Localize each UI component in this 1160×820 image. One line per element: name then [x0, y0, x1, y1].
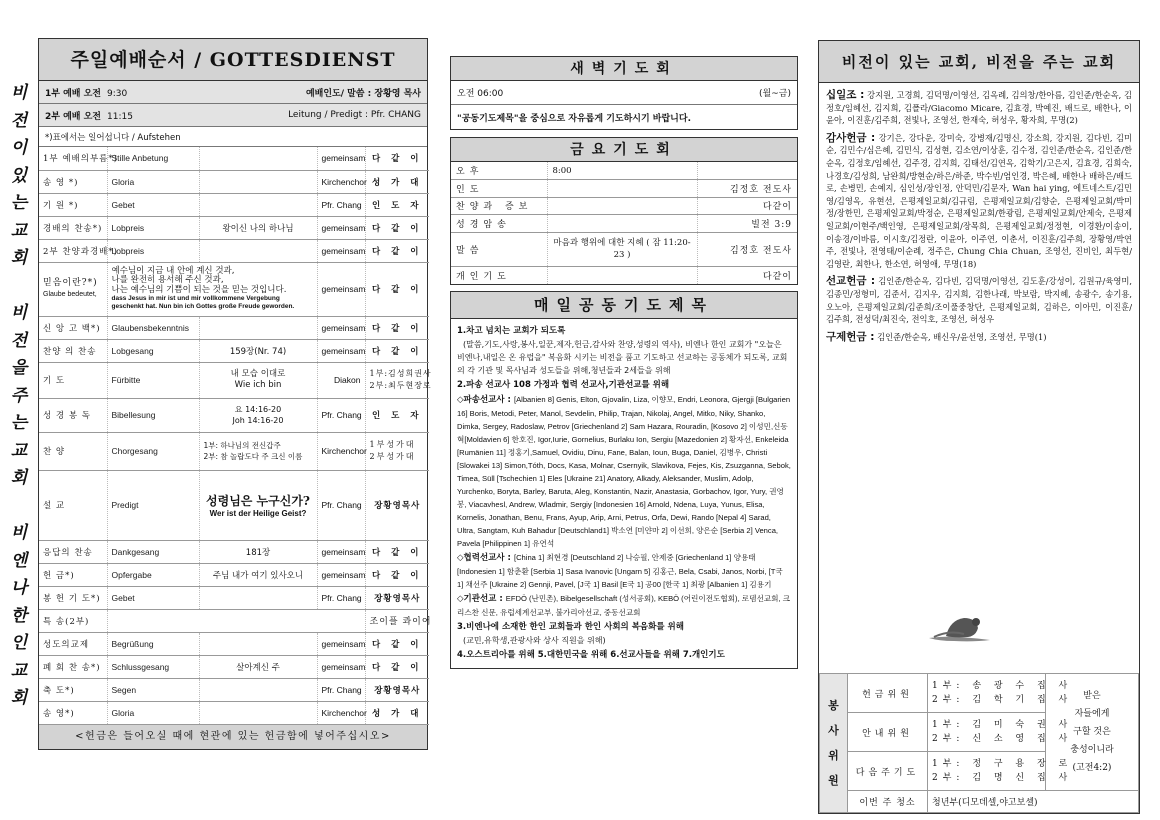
- prayer-hymn-line-1: 내 모습 이대로: [230, 369, 286, 379]
- prayer-topic: [457, 378, 791, 392]
- item-leader-de: gemeinsam: [317, 239, 365, 262]
- motto-char: 전: [10, 110, 28, 131]
- item-leader-de: Pfr. Chang: [317, 193, 365, 216]
- bible-verse-line: 받은: [1083, 691, 1101, 701]
- order-table: [39, 147, 432, 725]
- prayer-topic-heading: 2.파송 선교사 108 가정과 협력 선교사,기관선교를 위해: [457, 379, 670, 390]
- item-german: Bibellesung: [107, 398, 199, 432]
- committee-label: 안내위원: [848, 713, 928, 752]
- sermon-title-german: Wer ist der Heilige Geist?: [209, 509, 307, 518]
- prayer-topic: [457, 648, 791, 662]
- friday-title: 금요기도회: [451, 138, 797, 162]
- prayer-topic-heading: ◇기관선교 :: [457, 593, 503, 604]
- motto-char: 전: [10, 330, 28, 351]
- item-korean: 설 교: [39, 470, 107, 540]
- motto-char: 비: [10, 303, 28, 323]
- creed-label: [39, 262, 107, 316]
- service-time: 11:15: [107, 111, 133, 122]
- committee-label: 다음주기도: [848, 752, 928, 791]
- item-korean: 축 도*): [39, 678, 107, 701]
- prayer-people-line-1: 1부:김성희권사: [369, 369, 432, 378]
- friday-item: 말씀: [451, 232, 547, 266]
- creed-german: Glaube bedeutet,: [43, 291, 97, 298]
- service-time: 9:30: [107, 88, 128, 99]
- bible-reference: [199, 398, 317, 432]
- motto-char: 주: [10, 385, 28, 406]
- offering-category-label: 십일조 :: [826, 89, 865, 101]
- committee-members: [928, 713, 1073, 752]
- item-german: Lobgesang: [107, 339, 199, 362]
- committee-member-1: 1부: 김 미 숙 권 사: [932, 720, 1073, 730]
- offering-category-label: 감사헌금 :: [826, 131, 876, 144]
- prayer-row: [39, 362, 429, 398]
- kneeling-figure-icon: [924, 606, 994, 644]
- choir-songs-line-2: 2부: 참 놀랍도다 주 크신 이름: [203, 452, 303, 461]
- item-german: Gebet: [107, 193, 199, 216]
- item-leader-de: Kirchenchor: [317, 701, 365, 724]
- item-responsible: 다 같 이: [365, 216, 429, 239]
- item-korean: 2부 찬양과경배*): [39, 239, 107, 262]
- prayer-topic: [457, 324, 791, 377]
- item-detail: [199, 193, 317, 216]
- item-leader-de: Pfr. Chang: [317, 470, 365, 540]
- friday-leader: 빌전 3:9: [697, 215, 797, 233]
- item-responsible: 조이플 콰이어: [365, 609, 429, 632]
- bible-reference-line-2: Joh 14:16-20: [232, 416, 284, 425]
- item-leader-de: gemeinsam: [317, 216, 365, 239]
- committee-role-char: 위: [828, 748, 839, 762]
- motto-char: 회: [10, 468, 28, 488]
- item-detail: [199, 701, 317, 724]
- item-responsible: 다 같 이: [365, 563, 429, 586]
- friday-detail: [547, 180, 697, 198]
- offering-names: 강지원, 고경희, 김덕명/이영선, 김옥례, 김의창/한아름, 김인준/한순옥, 김정호/임혜선, 김지희, 김폴라/Giacomo Micare, 김효경, 박예진, 배드로, 배한나, 이윤아, 이진훈/김주희, 전빛나, 조영선, 한재숙, 허성우, 황자희, 무명(2): [826, 90, 1133, 126]
- item-german: Begrüßung: [107, 632, 199, 655]
- item-responsible: 장황영목사: [365, 470, 429, 540]
- friday-row: [451, 266, 797, 284]
- order-row: [39, 655, 429, 678]
- bible-verse-line: 구할 것은: [1073, 727, 1111, 737]
- item-leader-de: Pfr. Chang: [317, 678, 365, 701]
- item-detail: 159장(Nr. 74): [199, 339, 317, 362]
- item-detail: [199, 170, 317, 193]
- prayer-topic-text: EFDÖ (난민촌), Bibelgesellschaft (성서공회), KEBÖ (어린이전도협회), 로뎀선교회, 크리스찬 신문, 유럽세계선교부, 불가리아선교, 중동선교회: [457, 593, 791, 617]
- friday-row: [451, 232, 797, 266]
- motto-char: 는: [10, 193, 28, 213]
- item-korean: 봉 헌 기 도*): [39, 586, 107, 609]
- committee-members: [928, 752, 1073, 791]
- friday-leader: 다같이: [697, 197, 797, 215]
- offering-list: [819, 83, 1139, 354]
- friday-row: [451, 180, 797, 198]
- offering-category: [826, 331, 1132, 344]
- special-song-row: [39, 609, 429, 632]
- item-leader-de: gemeinsam: [317, 540, 365, 563]
- item-leader-de: gemeinsam: [317, 339, 365, 362]
- order-row: [39, 632, 429, 655]
- motto-char: 비: [10, 523, 28, 543]
- motto-char: 을: [10, 358, 28, 378]
- page-title: 주일예배순서 / GOTTESDIENST: [39, 39, 427, 81]
- prayer-topic-text: [Albanien 8] Genis, Elton, Gjovalin, Liza, 이향모, Endri, Leonora, Gjergji [Bulgarien 16] Boris, Metodi, Peter, Manol, Sevdelin, Philip, Trajan, Nikolaj, Angel, Mitko, Niky, Shanko, Dimka, Sergey, Radoslaw, Petrov [Griechenland 2] Sam Hazara, Rouradin, [Kosovo 2] 이성민,신동혁[Moldavien 6] 한호진, Igor,Iurie, Gornelius, Burlaku Ion, Sergiu [Mazedonien 2] 황자선, Enkeleida [Rumänien 11] 정홍기,Samuel, Ovidiu, Dinu, Fane, Balan, Ioun, Buga, Daniel, 김병우, Christi [Slowakei 13] Simon,Tóth, Docs, Kasa, Molnar, Csernyik, Slavikova, Fejes, Kis, Zsuzganna, Sebok, Timea, Süll [Tschechien 1] Eles [Ukraine 21] Anatory, Alkady, Aleksander, Muslim, Adolp, Yurchenko, Boryta, Barley, Baruta, Aleg, Konstantin, Nazir, Anastasia, Gorbachov, Igor, Yury, 권영봉, Viacavhesl, Andrew, Wladmir, Sergiy [Indonesien 16] Arnold, Ndena, Luya, Yunus, Elisa, Kornelis, Jonathan, Benu, Frans, Ayup, Arip, Arni, Petrus, Orfa, Dewi, Rando [Nepal 4] Sarad, Ultra, Sangtam, Kuh Bahadur [Deutschland1] 박소연 [미얀마 2] 이선희, 양은순 [Serbia 2] Venca, Pavela [Philippinen 1] 유연석: [457, 394, 791, 548]
- motto-char: 교: [10, 440, 28, 461]
- motto-char: 교: [10, 220, 28, 241]
- item-german: Segen: [107, 678, 199, 701]
- offering-names: 김인준/한순옥, 김다빈, 김덕명/이영선, 김도훈/강성이, 김원규/육영미, 김종민/정형미, 김준서, 김지우, 김지희, 김한나래, 박보람, 박지혜, 송광수, 송기용, 오노아, 은평제일교회/김준희/조이풀중창단, 은평제일교회, 김하은, 이아민, 이진훈/김주희, 전성덕/최진숙, 전익호, 조영선, 허성우: [826, 276, 1132, 325]
- prayer-hymn-line-2: Wie ich bin: [234, 380, 282, 390]
- order-row: [39, 316, 429, 339]
- prayer-topic-text: [China 1] 최현경 [Deutschland 2] 나승필, 안제중 [Griechenland 1] 양용태 [Indonesien 1] 함춘환 [Serbia 1] Sasa Ivanovic [Ungarn 5] 김홍근, Bela, Csabi, Janos, Norbi, [T국 1] 채선주 [Ukraine 2] Gennji, Pavel, [J국 1] Basil [E국 1] 공00 [한국 1] 최광 [Albanien 1] 김용기: [457, 552, 783, 589]
- service-leader: 예배인도/ 말씀 : 장황영 목사: [305, 88, 421, 99]
- dawn-prayer: [450, 56, 798, 130]
- cleaning-row: [820, 791, 1139, 813]
- item-leader-de: Pfr. Chang: [317, 586, 365, 609]
- choir-row: [39, 432, 429, 470]
- creed-german-text: dass Jesus in mir ist und mir vollkommene Vergebung geschenkt hat. Nun bin ich Gottes große Freude geworden.: [111, 295, 295, 311]
- item-leader-de: gemeinsam: [317, 563, 365, 586]
- offering-category-label: 선교헌금 :: [826, 275, 876, 288]
- friday-detail: [547, 197, 697, 215]
- item-responsible: 다 같 이: [365, 540, 429, 563]
- order-row: [39, 563, 429, 586]
- order-row: [39, 147, 429, 170]
- sermon-title-korean: 성령님은 누구신가?: [206, 494, 310, 508]
- item-detail: [199, 632, 317, 655]
- offering-note: <헌금은 들어오실 때에 현관에 있는 헌금함에 넣어주십시오>: [39, 725, 427, 749]
- service-label: 1부 예배 오전: [45, 88, 101, 99]
- committee-member-2: 2부: 김 학 기 집 사: [932, 695, 1073, 705]
- order-row: [39, 701, 429, 724]
- sermon-title: [199, 470, 317, 540]
- cleaning-team: 청년부(디모데셀,야고보셀): [928, 791, 1139, 813]
- prayer-topic-text: (교민,유학생,관광사와 상사 직원을 위해): [463, 635, 606, 645]
- motto-char: 는: [10, 413, 28, 433]
- item-german: Glaubensbekenntnis: [107, 316, 199, 339]
- prayer-topic: [457, 393, 791, 550]
- item-leader-de: gemeinsam: [317, 147, 365, 170]
- friday-table: [451, 162, 797, 284]
- item-korean: 찬양 의 찬송: [39, 339, 107, 362]
- motto-char: [4, 493, 34, 521]
- item-detail: [199, 586, 317, 609]
- service-leader: Leitung / Predigt : Pfr. CHANG: [288, 110, 421, 120]
- dawn-note: "공동기도제목"을 중심으로 자유롭게 기도하시기 바랍니다.: [457, 113, 691, 124]
- committee-role-char: 사: [828, 723, 839, 737]
- creed-row: [39, 262, 429, 316]
- item-responsible: 다 같 이: [365, 239, 429, 262]
- item-german: Stille Anbetung: [107, 147, 199, 170]
- committee-member-1: 1부: 송 광 수 집 사: [932, 681, 1073, 691]
- bible-reference-line-1: 요 14:16-20: [234, 405, 282, 414]
- committee-member-2: 2부: 신 소 영 집 사: [932, 734, 1073, 744]
- item-korean: 송 영*): [39, 701, 107, 724]
- daily-title: 매일공동기도제목: [451, 292, 797, 319]
- item-korean: 기 도: [39, 362, 107, 398]
- item-leader-de: gemeinsam: [317, 632, 365, 655]
- order-row: [39, 678, 429, 701]
- friday-item: 오후: [451, 162, 547, 180]
- daily-prayer-list: [451, 319, 797, 668]
- item-detail: [199, 678, 317, 701]
- offerings-title: 비전이 있는 교회, 비전을 주는 교회: [819, 41, 1139, 83]
- committee-label: 헌금위원: [848, 674, 928, 713]
- item-leader-de: Pfr. Chang: [317, 398, 365, 432]
- prayer-topic-heading: ◇파송선교사 :: [457, 394, 511, 405]
- item-german: Schlussgesang: [107, 655, 199, 678]
- committee-role-char: 봉: [828, 698, 839, 712]
- order-row: [39, 586, 429, 609]
- offering-names: 강기은, 강다운, 강미숙, 강병재/김명신, 강소희, 강지원, 김다빈, 김미순, 김민수/심은혜, 김민식, 김성현, 김소연/이상훈, 김수정, 김인준/한순옥, 김인준/한순옥, 김정호/임혜선, 김주경, 김지희, 김태선/김연옥, 김학기/고은지, 김효경, 김희숙, 나경호/김성희, 남완희/방현순/하은/하준, 박수빈/엄인경, 박은혜, 배한나 배하은/배드로, 손병민, 손예지, 심인성/장인정, 안덕민/김문자, Wan hai ying, 에트네스트/김민영/김영옥, 유현선, 은평제일교회/김규림, 은평제일교회/김향순, 은평제일교회/박미정/장한민, 은평제일교회/박정순, 은평제일교회/한광림, 은평제일교회/안제숙, 은평제일교회/이현주/백인영, 은평제일교회/장목희, 은평제일교회/정정현, 이경환/이송이, 이송경/이바름, 이시호/김정란, 이윤아, 이주연, 이춘서, 이진훈/김주희, 장황영/박연주, 전빛나, 전영태/이순례, 정주은, Chung Chia Chuan, 조영선, 진비인, 최두현/김영란, 최한나, 한소연, 허영애, 무명(18): [826, 132, 1132, 269]
- item-responsible: 장황영목사: [365, 678, 429, 701]
- item-detail: 주님 내가 여기 있사오니: [199, 563, 317, 586]
- order-row: [39, 216, 429, 239]
- creed-line: 나를 완전히 용서해 주신 것과,: [111, 275, 224, 286]
- item-leader-de: Kirchenchor: [317, 432, 365, 470]
- friday-leader: 김정호 전도사: [697, 180, 797, 198]
- choir-songs-line-1: 1부: 하나님의 전신갑주: [203, 441, 281, 450]
- item-leader-de: Diakon: [317, 362, 365, 398]
- committee-role: [820, 674, 848, 813]
- service-committee: [819, 673, 1139, 813]
- prayer-people-line-2: 2부:최두현장로: [369, 381, 432, 390]
- friday-item: 인도: [451, 180, 547, 198]
- offerings-panel: [818, 40, 1140, 814]
- daily-prayer: [450, 291, 798, 669]
- creed-korean: 믿음이란?*): [43, 278, 98, 288]
- vertical-motto: [4, 80, 34, 713]
- choir-groups: [365, 432, 429, 470]
- friday-leader: [697, 162, 797, 180]
- item-responsible: 다 같 이: [365, 655, 429, 678]
- sermon-row: [39, 470, 429, 540]
- prayer-topic: [457, 592, 791, 619]
- prayer-hymn: [199, 362, 317, 398]
- bible-verse-line: 충성이니라: [1070, 745, 1114, 755]
- motto-char: 인: [10, 633, 28, 653]
- dawn-time: 오전 06:00: [457, 89, 504, 99]
- item-german: Lobpreis: [107, 216, 199, 239]
- prayer-topic: [457, 551, 791, 591]
- friday-detail: [547, 266, 697, 284]
- creed-text: [107, 262, 317, 316]
- item-korean: 헌 금*): [39, 563, 107, 586]
- item-responsible: 인 도 자: [365, 398, 429, 432]
- item-german: Dankgesang: [107, 540, 199, 563]
- item-leader-de: gemeinsam: [317, 655, 365, 678]
- friday-detail: 8:00: [547, 162, 697, 180]
- item-german: Chorgesang: [107, 432, 199, 470]
- item-leader-de: Kirchenchor: [317, 170, 365, 193]
- bible-row: [39, 398, 429, 432]
- motto-char: 회: [10, 688, 28, 708]
- item-german: Gloria: [107, 170, 199, 193]
- motto-char: 한: [10, 605, 28, 626]
- prayer-topic-heading: ◇협력선교사 :: [457, 552, 511, 563]
- motto-char: 나: [10, 578, 28, 598]
- friday-detail: 마음과 행위에 대한 지혜 ( 잠 11:20-23 ): [547, 232, 697, 266]
- choir-songs: [199, 432, 317, 470]
- item-korean: 성도의교제: [39, 632, 107, 655]
- friday-item: 개인기도: [451, 266, 547, 284]
- item-korean: 찬 양: [39, 432, 107, 470]
- bible-verse-line: 자들에게: [1074, 709, 1110, 719]
- offering-category-label: 구제헌금 :: [826, 330, 875, 343]
- prayer-topic-heading: 4.오스트리아를 위해 5.대한민국을 위해 6.선교사들을 위해 7.개인기도: [457, 649, 725, 660]
- committee-members: [928, 674, 1073, 713]
- prayer-topic-heading: 3.비엔나에 소재한 한인 교회들과 한인 사회의 복음화를 위해: [457, 621, 684, 632]
- prayer-column: [450, 56, 798, 669]
- item-german: Gebet: [107, 586, 199, 609]
- committee-member-2: 2부: 김 명 신 집 사: [932, 773, 1073, 783]
- item-detail: 왕이신 나의 하나님: [199, 216, 317, 239]
- offering-category: [826, 89, 1132, 127]
- order-row: [39, 170, 429, 193]
- item-responsible: 다 같 이: [365, 339, 429, 362]
- friday-detail: [547, 215, 697, 233]
- order-of-worship: [38, 38, 432, 750]
- item-responsible: 다 같 이: [365, 147, 429, 170]
- motto-char: [4, 273, 34, 301]
- offering-category: [826, 132, 1132, 271]
- motto-char: 비: [10, 83, 28, 103]
- motto-char: 있: [10, 165, 28, 186]
- friday-row: [451, 215, 797, 233]
- choir-groups-line-2: 2부성가대: [369, 452, 416, 461]
- item-leader-de: gemeinsam: [317, 316, 365, 339]
- item-korean: 송 영 *): [39, 170, 107, 193]
- service-label: 2부 예배 오전: [45, 111, 101, 122]
- bible-verse-line: (고전4:2): [1072, 763, 1112, 773]
- friday-leader: 김정호 전도사: [697, 232, 797, 266]
- item-responsible: 성 가 대: [365, 701, 429, 724]
- friday-row: [451, 197, 797, 215]
- item-korean: 특 송(2부): [39, 609, 107, 632]
- item-korean: 기 원 *): [39, 193, 107, 216]
- item-detail: [199, 147, 317, 170]
- item-german: Lobpreis: [107, 239, 199, 262]
- prayer-topic-heading: 1.차고 넘치는 교회가 되도록: [457, 325, 566, 336]
- order-row: [39, 540, 429, 563]
- item-responsible: 성 가 대: [365, 170, 429, 193]
- order-row: [39, 193, 429, 216]
- item-korean: 폐 회 찬 송*): [39, 655, 107, 678]
- committee-row: [820, 674, 1139, 713]
- friday-item: 성경암송: [451, 215, 547, 233]
- item-responsible: 장황영목사: [365, 586, 429, 609]
- item-responsible: 다 같 이: [365, 316, 429, 339]
- motto-char: 회: [10, 248, 28, 268]
- prayer-topic: [457, 620, 791, 647]
- friday-row: [451, 162, 797, 180]
- dawn-title: 새벽기도회: [451, 57, 797, 81]
- prayer-topic-text: (말씀,기도,사랑,봉사,일꾼,제자,헌금,감사와 찬양,성령의 역사), 비엔나 한인 교회가 "오늘은 비엔나,내일은 온 유럽을" 복음화 시키는 비전을 품고 기도하고 선교하는 공동체가 되도록, 교회의 각 기관 및 목사님과 성도들을 위해,청년들과 2세들을 위해: [457, 339, 788, 375]
- item-korean: 신 앙 고 백*): [39, 316, 107, 339]
- service-time-row: [39, 81, 427, 104]
- creed-line: 나는 예수님의 기쁨이 되는 것을 믿는 것입니다.: [111, 284, 287, 295]
- motto-char: 교: [10, 660, 28, 681]
- offering-names: 김인준/한순옥, 배신우/윤선영, 조영선, 무명(1): [877, 331, 1047, 342]
- order-row: [39, 339, 429, 362]
- item-responsible: 다 같 이: [365, 262, 429, 316]
- prayer-people: [365, 362, 432, 398]
- item-detail: [199, 239, 317, 262]
- creed-line: 예수님이 지금 내 안에 계신 것과,: [111, 265, 235, 276]
- item-korean: 1부 예배의부름*): [39, 147, 107, 170]
- friday-prayer: [450, 137, 798, 285]
- item-korean: 응답의 찬송: [39, 540, 107, 563]
- offering-category: [826, 275, 1132, 325]
- order-row: [39, 239, 429, 262]
- dawn-days: (월~금): [759, 89, 791, 99]
- item-korean: 성 경 봉 독: [39, 398, 107, 432]
- item-german: Gloria: [107, 701, 199, 724]
- friday-item: 찬양과 증보: [451, 197, 547, 215]
- cleaning-label: 이번 주 청소: [848, 791, 928, 813]
- item-detail: 살아계신 주: [199, 655, 317, 678]
- item-german: Predigt: [107, 470, 199, 540]
- friday-leader: 다같이: [762, 271, 792, 282]
- item-leader-de: gemeinsam: [317, 262, 365, 316]
- service-time-row: [39, 104, 427, 127]
- item-detail: [199, 316, 317, 339]
- motto-char: 이: [10, 138, 28, 158]
- stand-note: *)표에서는 일어섭니다 / Aufstehen: [39, 127, 427, 147]
- item-responsible: 인 도 자: [365, 193, 429, 216]
- committee-role-char: 원: [828, 773, 839, 787]
- item-korean: 경배의 찬송*): [39, 216, 107, 239]
- choir-groups-line-1: 1부성가대: [369, 440, 416, 449]
- item-detail: 181장: [199, 540, 317, 563]
- item-responsible: 다 같 이: [365, 632, 429, 655]
- motto-char: 엔: [10, 550, 28, 571]
- item-german: Fürbitte: [107, 362, 199, 398]
- committee-member-1: 1부: 정 구 용 장 로: [932, 759, 1073, 769]
- item-german: Opfergabe: [107, 563, 199, 586]
